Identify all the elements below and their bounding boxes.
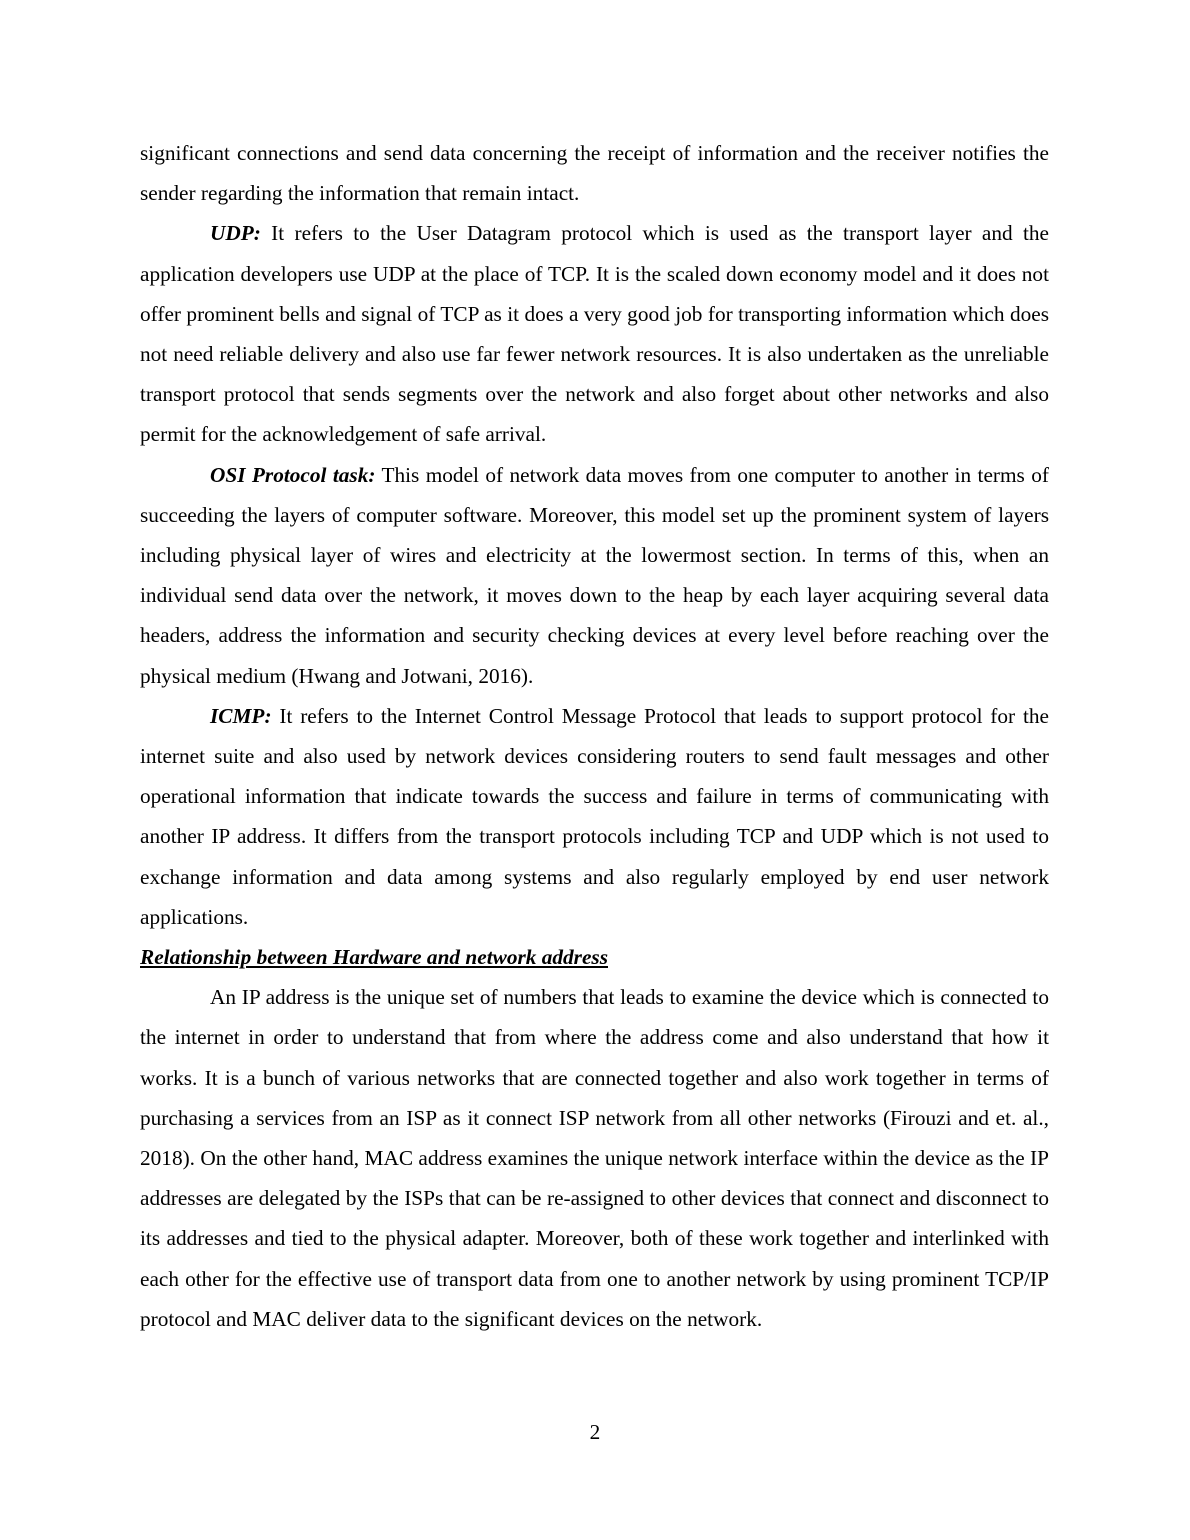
paragraph-relationship: An IP address is the unique set of numbers that leads to examine the device which is connected to the internet in order to understand that from where the address come and also understand that how it works. It is a bunch of various networks that are connected together and also work together in terms of purchasing a services from an ISP as it connect ISP network from all other networks (Firouzi and et. al., 2018). On the other hand, MAC address examines the unique network interface within the device as the IP addresses are delegated by the ISPs that can be re-assigned to other devices that connect and disconnect to its addresses and tied to the physical adapter. Moreover, both of these work together and interlinked with each other for the effective use of transport data from one to another network by using prominent TCP/IP protocol and MAC deliver data to the significant devices on the network. bbox=[140, 985, 1049, 1331]
section-heading: Relationship between Hardware and network address bbox=[140, 945, 608, 970]
term-icmp: ICMP: bbox=[210, 703, 272, 728]
paragraph-osi-text: This model of network data moves from one computer to another in terms of succeeding the layers of computer software. Moreover, this model set up the prominent system of layers including physical layer of wires and electricity at the lowermost section. In terms of this, when an individual send data over the network, it moves down to the heap by each layer acquiring several data headers, address the information and security checking devices at every level before reaching over the physical medium (Hwang and Jotwani, 2016). bbox=[140, 462, 1049, 688]
page-number: 2 bbox=[589, 1420, 601, 1444]
paragraph-continuation: significant connections and send data concerning the receipt of information and the receiver notifies the sender regarding the information that remain intact. bbox=[140, 141, 1049, 206]
document-page bbox=[140, 133, 1049, 1339]
paragraph-icmp bbox=[140, 696, 1049, 937]
paragraph-osi bbox=[140, 455, 1049, 696]
paragraph-udp bbox=[140, 213, 1049, 454]
term-udp: UDP: bbox=[210, 221, 261, 246]
paragraph-icmp-text: It refers to the Internet Control Message Protocol that leads to support protocol for the internet suite and also used by network devices considering routers to send fault messages and other operational information that indicate towards the success and failure in terms of communicating with another IP address. It differs from the transport protocols including TCP and UDP which is not used to exchange information and data among systems and also regularly employed by end user network applications. bbox=[140, 703, 1049, 929]
term-osi: OSI Protocol task: bbox=[210, 462, 376, 487]
paragraph-udp-text: It refers to the User Datagram protocol which is used as the transport layer and the application developers use UDP at the place of TCP. It is the scaled down economy model and it does not offer prominent bells and signal of TCP as it does a very good job for transporting information which does not need reliable delivery and also use far fewer network resources. It is also undertaken as the unreliable transport protocol that sends segments over the network and also forget about other networks and also permit for the acknowledgement of safe arrival. bbox=[140, 221, 1049, 447]
